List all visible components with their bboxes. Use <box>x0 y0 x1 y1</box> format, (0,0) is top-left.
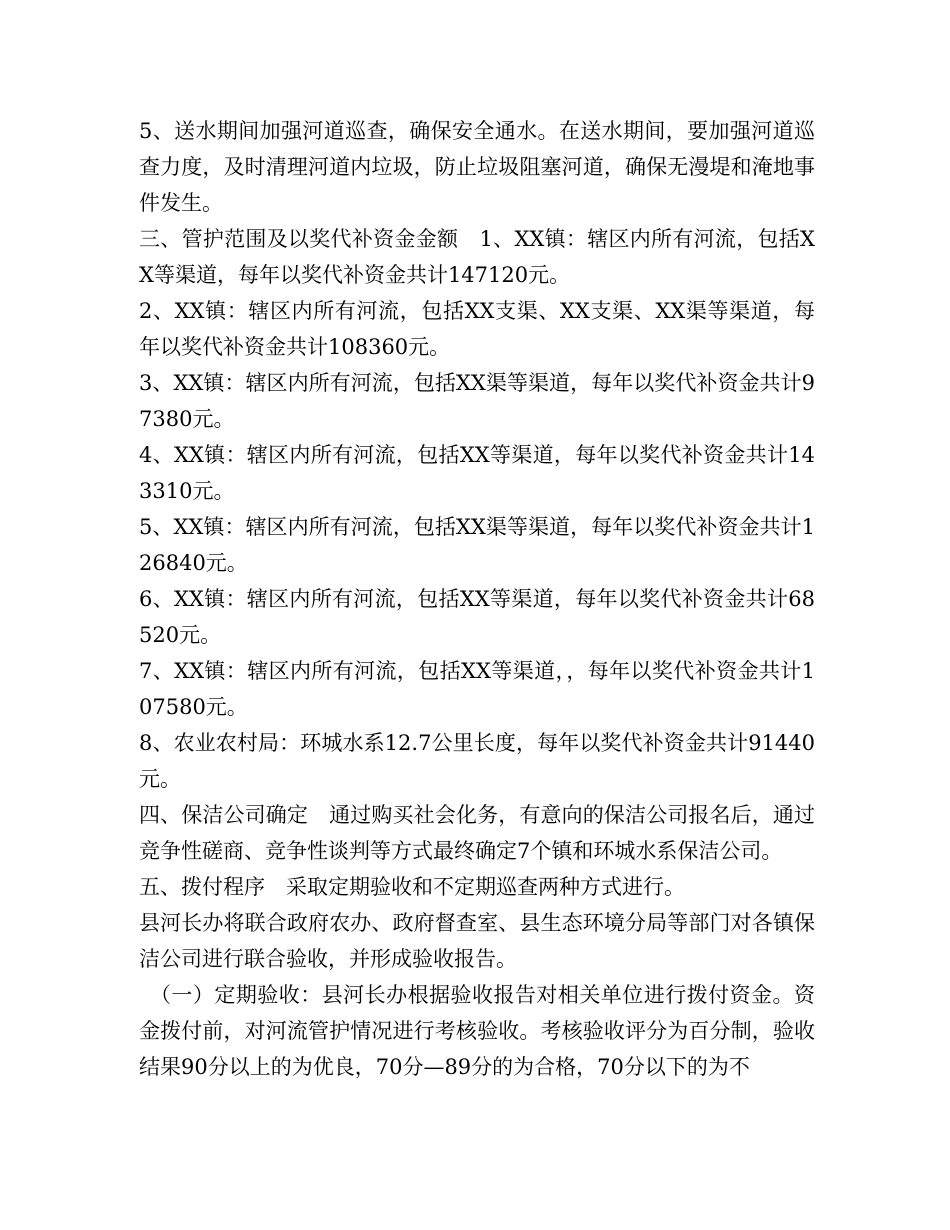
paragraph-agriculture-bureau: 8、农业农村局：环城水系12.7公里长度，每年以奖代补资金共计91440元。 <box>139 731 815 791</box>
paragraph-town-6: 6、XX镇：辖区内所有河流，包括XX等渠道，每年以奖代补资金共计68520元。 <box>139 587 815 647</box>
paragraph-town-2: 2、XX镇：辖区内所有河流，包括XX支渠、XX支渠、XX渠等渠道，每年以奖代补资金共计108360元。 <box>139 299 815 359</box>
paragraph-section-3-town-1: 三、管护范围及以奖代补资金金额 1、XX镇：辖区内所有河流，包括XX等渠道，每年以奖代补资金共计147120元。 <box>139 227 815 287</box>
paragraph-regular-acceptance: （一）定期验收：县河长办根据验收报告对相关单位进行拨付资金。资金拨付前，对河流管护情况进行考核验收。考核验收评分为百分制，验收结果90分以上的为优良，70分—89分的为合格，70分以下的为不 <box>139 983 815 1079</box>
paragraph-joint-acceptance: 县河长办将联合政府农办、政府督查室、县生态环境分局等部门对各镇保洁公司进行联合验收，并形成验收报告。 <box>139 911 815 971</box>
paragraph-section-5-payment-procedure: 五、拨付程序 采取定期验收和不定期巡查两种方式进行。 <box>139 875 685 899</box>
paragraph-town-3: 3、XX镇：辖区内所有河流，包括XX渠等渠道，每年以奖代补资金共计97380元。 <box>139 371 815 431</box>
paragraph-section-4-cleaning-company: 四、保洁公司确定 通过购买社会化务，有意向的保洁公司报名后，通过竞争性磋商、竞争性谈判等方式最终确定7个镇和环城水系保洁公司。 <box>139 803 815 863</box>
document-body <box>139 113 815 1085</box>
paragraph-item-5-patrol: 5、送水期间加强河道巡查，确保安全通水。在送水期间，要加强河道巡查力度，及时清理河道内垃圾，防止垃圾阻塞河道，确保无漫堤和淹地事件发生。 <box>139 119 815 215</box>
paragraph-town-5: 5、XX镇：辖区内所有河流，包括XX渠等渠道，每年以奖代补资金共计126840元。 <box>139 515 815 575</box>
paragraph-town-7: 7、XX镇：辖区内所有河流，包括XX等渠道，，每年以奖代补资金共计107580元。 <box>139 659 815 719</box>
paragraph-town-4: 4、XX镇：辖区内所有河流，包括XX等渠道，每年以奖代补资金共计143310元。 <box>139 443 815 503</box>
